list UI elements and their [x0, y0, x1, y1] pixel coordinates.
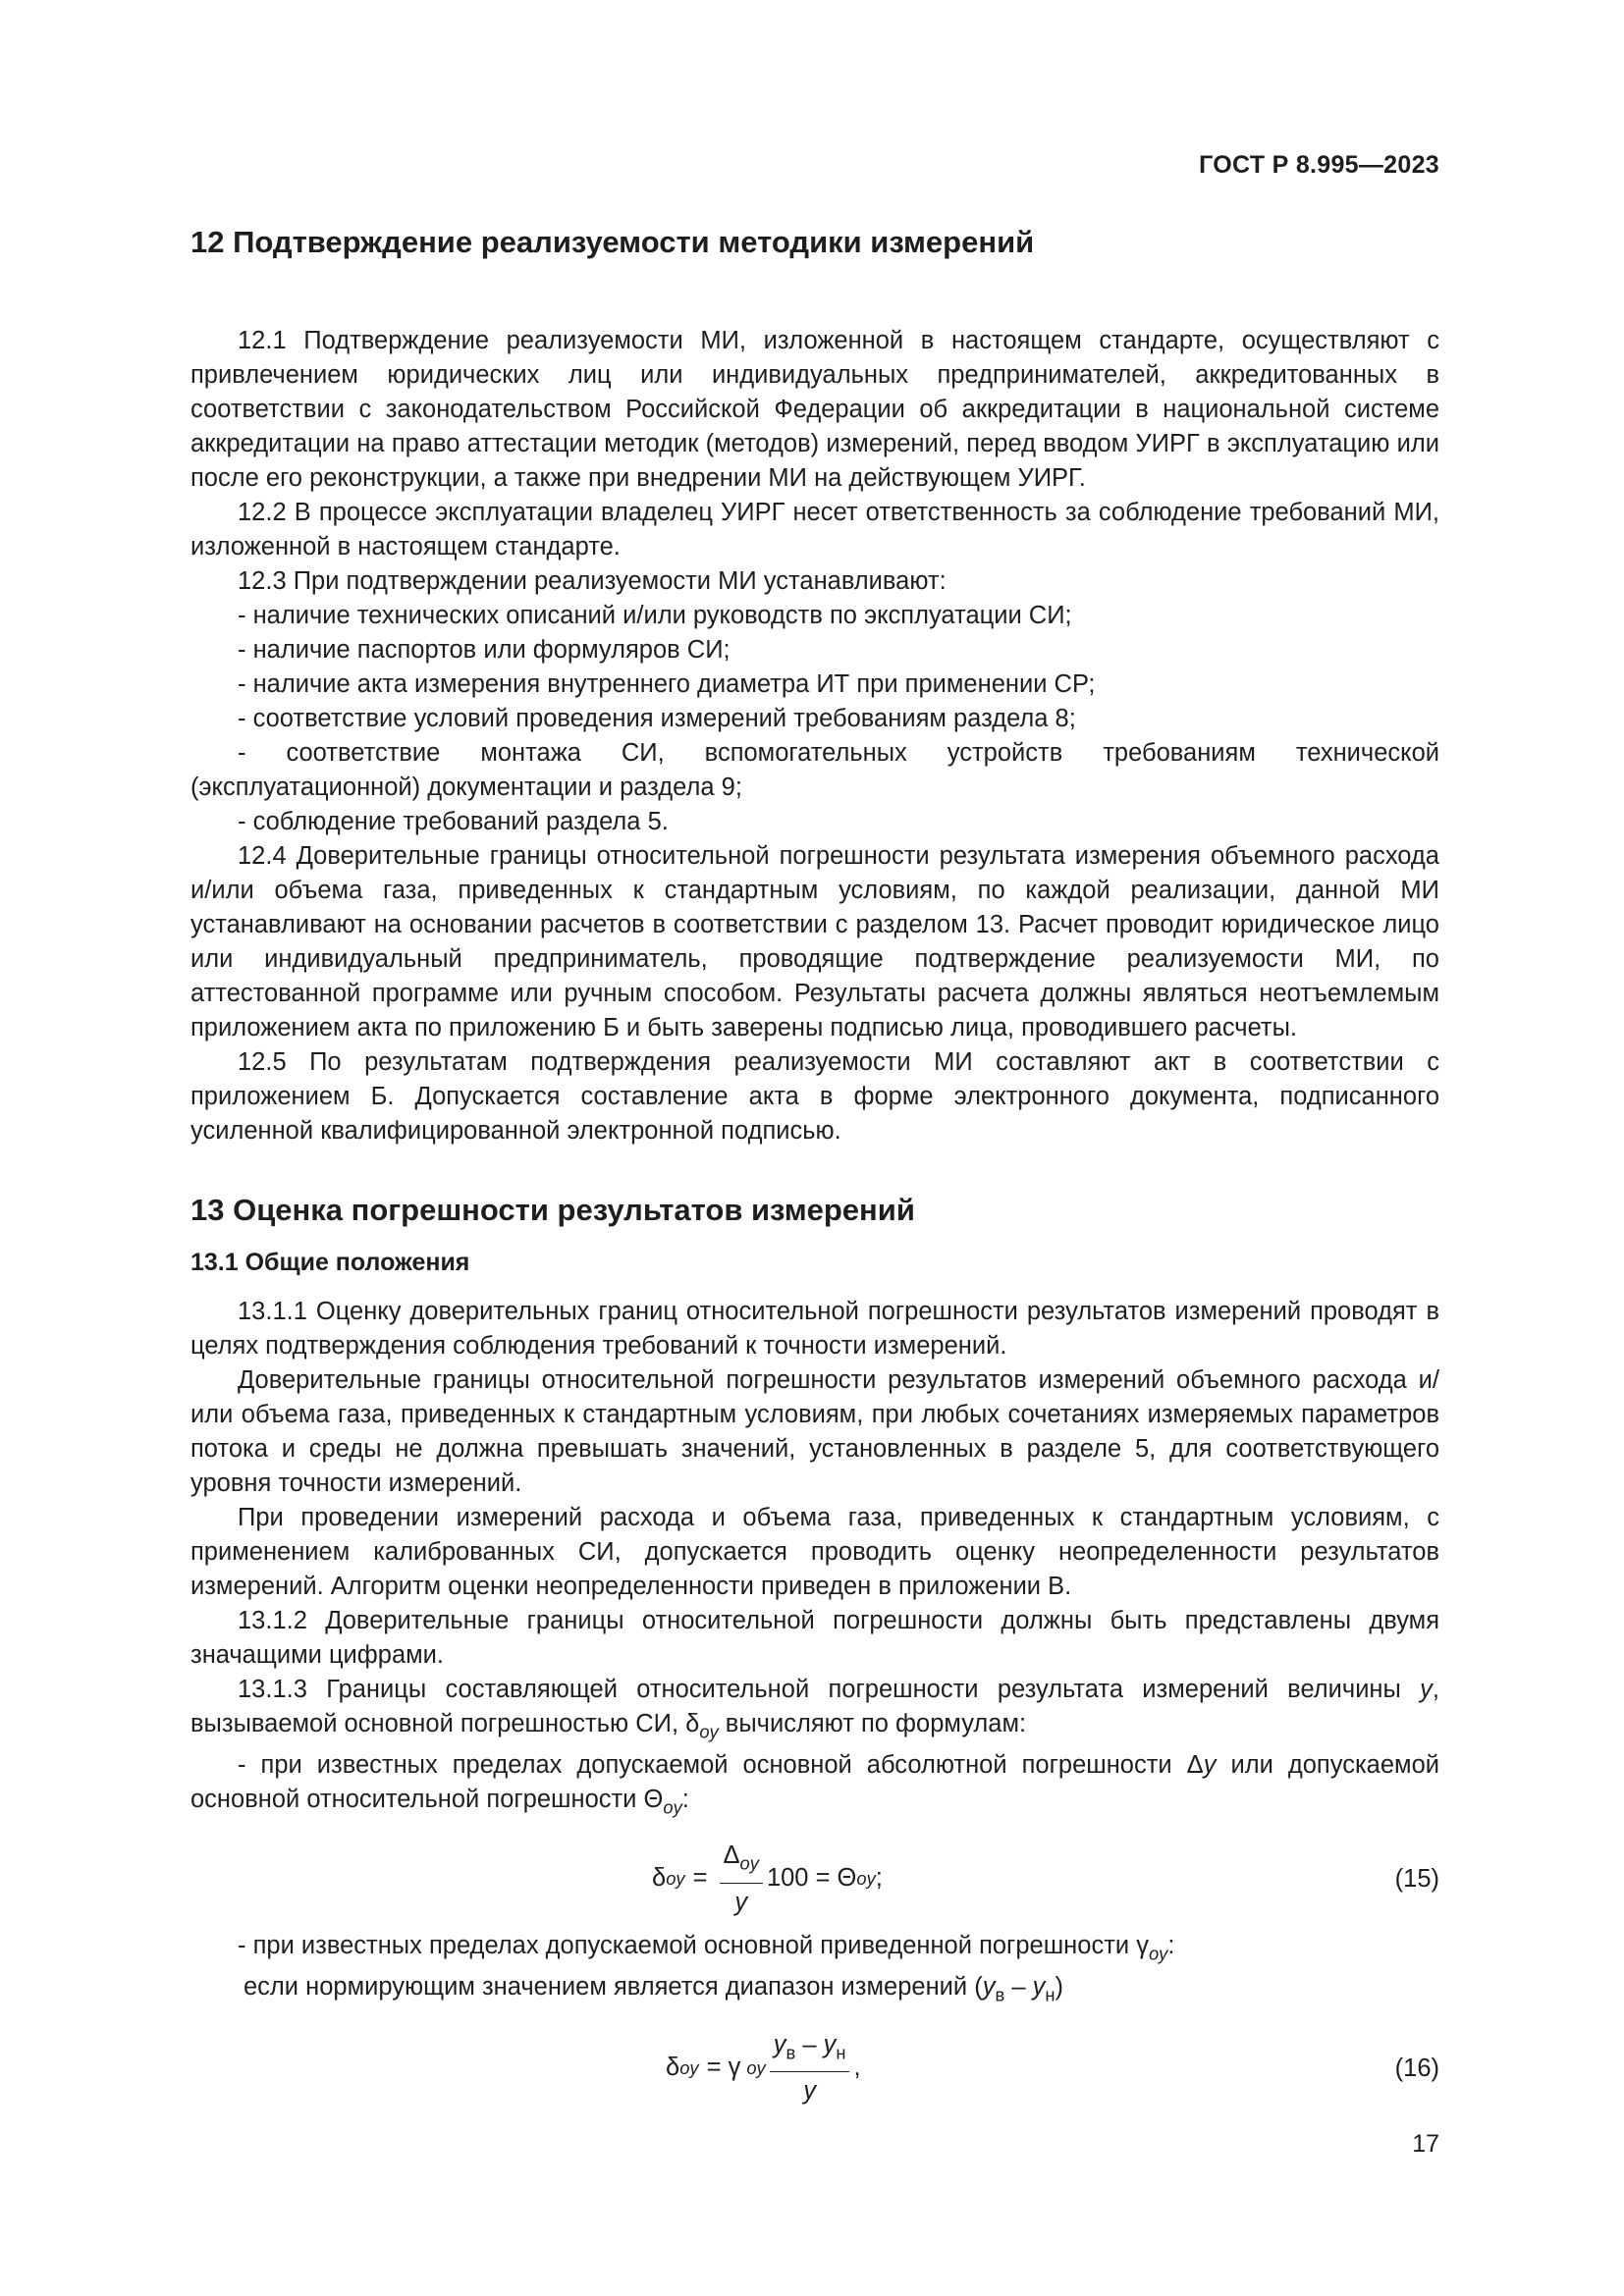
paragraph-12-2: 12.2 В процессе эксплуатации владелец УИРГ несет ответственность за соблюдение требований МИ, изложенной в настоящем стандарте.	[190, 499, 1439, 561]
formula-16-number: (16)	[1394, 2054, 1439, 2082]
page-number: 17	[1412, 2130, 1439, 2158]
list-item-12-3-2: - наличие паспортов или формуляров СИ;	[238, 636, 731, 664]
paragraph-13-1-2: 13.1.2 Доверительные границы относительной погрешности должны быть представлены двумя значащими цифрами.	[190, 1607, 1439, 1669]
paragraph-13-1-3-item: - при известных пределах допускаемой основной абсолютной погрешности Δy или допускаемой основной относительной погрешности $\Theta_{oy}$:	[190, 1751, 1439, 1818]
paragraph-12-5: 12.5 По результатам подтверждения реализуемости МИ составляют акт в соответствии с приложением Б. Допускается составление акта в форме электронного документа, подписанного усиленной квалифицированной электронной подписью.	[190, 1048, 1439, 1145]
subsection-13-1-title: 13.1 Общие положения	[190, 1249, 470, 1276]
paragraph-13-1-1-b: Доверительные границы относительной погрешности результатов измерений объемного расхода и/или объема газа, приведенных к стандартным условиям, при любых сочетаниях измеряемых параметров потока и среды не должна превышать значений, установленных в разделе 5, для соответствующего уровня точности измерений.	[190, 1366, 1439, 1497]
formula-15-fraction: $\frac{\Delta_{oy}}{y}$	[720, 1839, 763, 1918]
content	[190, 223, 1439, 2112]
list-item-12-3-3: - наличие акта измерения внутреннего диаметра ИТ при применении СР;	[238, 670, 1096, 698]
paragraph-13-1-1: 13.1.1 Оценку доверительных границ относительной погрешности результатов измерений проводят в целях подтверждения соблюдения требований к точности измерений.	[190, 1298, 1439, 1360]
list-item-12-3-5: - соответствие монтажа СИ, вспомогательных устройств требованиям технической (эксплуатационной) документации и раздела 9;	[190, 739, 1439, 801]
formula-15-number: (15)	[1394, 1864, 1439, 1893]
list-item-12-3-6: - соблюдение требований раздела 5.	[238, 808, 669, 835]
document-page	[190, 0, 1439, 2296]
section-12-title: 12 Подтверждение реализуемости методики измерений	[190, 225, 1035, 259]
paragraph-12-1: 12.1 Подтверждение реализуемости МИ, изложенной в настоящем стандарте, осуществляют с привлечением юридических лиц или индивидуальных предпринимателей, аккредитованных в соответствии с законодательством Российской Федерации об аккредитации в национальной системе аккредитации на право аттестации методик (методов) измерений, перед вводом УИРГ в эксплуатацию или после его реконструкции, а также при внедрении МИ на действующем УИРГ.	[190, 327, 1439, 492]
paragraph-13-1-1-c: При проведении измерений расхода и объема газа, приведенных к стандартным условиям, с применением калиброванных СИ, допускается проводить оценку неопределенности результатов измерений. Алгоритм оценки неопределенности приведен в приложении В.	[190, 1504, 1439, 1600]
formula-16	[190, 2024, 1439, 2112]
section-13-title: 13 Оценка погрешности результатов измерений	[190, 1193, 915, 1227]
formula-16-expression: δ oy = γ oy $\frac{y_в - y_н}{y}$ ,	[666, 2024, 861, 2112]
document-id: ГОСТ Р 8.995—2023	[1199, 151, 1439, 179]
formula-15	[190, 1835, 1439, 1923]
paragraph-13-1-3-item-2: - при известных пределах допускаемой основной приведенной погрешности $\gamma_{oy}$:	[238, 1931, 1175, 1964]
paragraph-12-4: 12.4 Доверительные границы относительной погрешности результата измерения объемного расхода и/или объема газа, приведенных к стандартным условиям, по каждой реализации, данной МИ устанавливают на основании расчетов в соответствии с разделом 13. Расчет проводит юридическое лицо или индивидуальный предприниматель, проводящие подтверждение реализуемости МИ, по аттестованной программе или ручным способом. Результаты расчета должны являться неотъемлемым приложением акта по приложению Б и быть заверены подписью лица, проводившего расчеты.	[190, 842, 1439, 1041]
paragraph-13-1-3: 13.1.3 Границы составляющей относительной погрешности результата измерений величины y, вызываемой основной погрешностью СИ, $\delta_{oy}$ вычисляют по формулам:	[190, 1676, 1439, 1742]
paragraph-12-3: 12.3 При подтверждении реализуемости МИ устанавливают:	[238, 567, 947, 595]
formula-16-fraction: $\frac{y_в - y_н}{y}$	[770, 2028, 850, 2108]
list-item-12-3-4: - соответствие условий проведения измерений требованиям раздела 8;	[238, 705, 1076, 732]
paragraph-13-1-3-condition: если нормирующим значением является диапазон измерений $(y_в - y_н)$	[244, 1973, 1063, 2005]
formula-15-expression: δ oy = $\frac{\Delta_{oy}}{y}$ 100 = Θ oy ;	[652, 1835, 883, 1923]
list-item-12-3-1: - наличие технических описаний и/или руководств по эксплуатации СИ;	[238, 602, 1072, 629]
